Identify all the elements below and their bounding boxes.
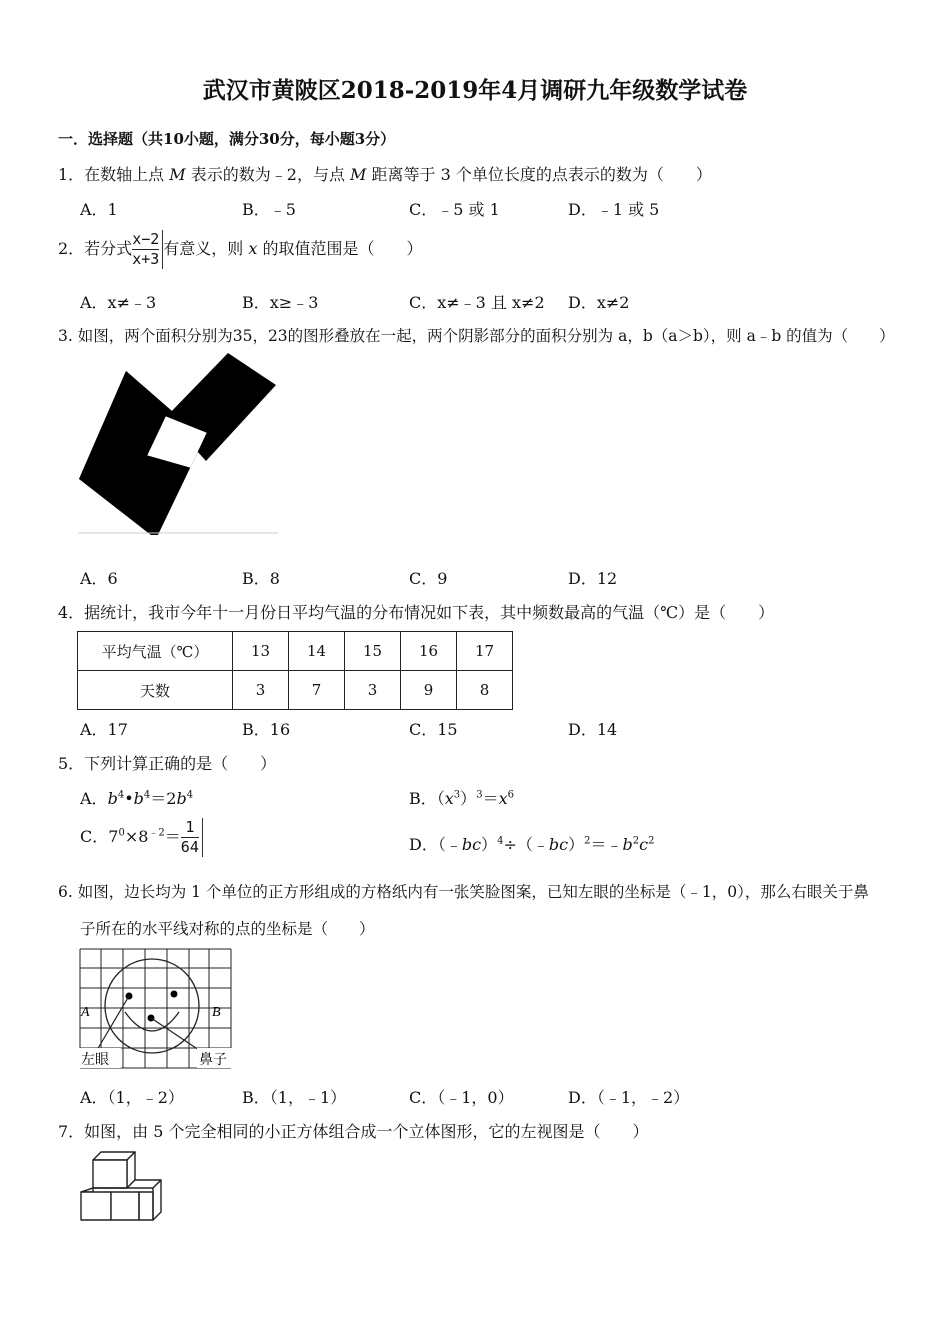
q5-c-frac-num: 1 xyxy=(181,818,199,838)
table-cell: 3 xyxy=(345,671,401,710)
bottom-middle-cube-front xyxy=(111,1192,139,1220)
q2-var-x: x xyxy=(248,239,258,258)
q5-b-exp-outer: 3 xyxy=(476,789,483,801)
q5-c-mul: ×8 xyxy=(124,827,149,846)
q5-d-exp2-c: 2 xyxy=(648,835,655,847)
q5-a-exp-3: 4 xyxy=(186,789,194,801)
question-2-text xyxy=(58,230,423,269)
q3-option-c[interactable]: C．9 xyxy=(409,569,448,588)
page-title: 武汉市黄陂区2018-2019年4月调研九年级数学试卷 xyxy=(202,77,748,104)
q5-b-exp-6: 6 xyxy=(507,789,514,801)
section-heading: 一．选择题（共10小题，满分30分，每小题3分） xyxy=(58,130,396,148)
q5-d-eq: ＝﹣ xyxy=(590,835,623,854)
table-row-label: 平均气温（℃） xyxy=(78,632,233,671)
q5-d-close-2: ） xyxy=(568,835,585,854)
question-5-text: 5．下列计算正确的是（ ） xyxy=(58,754,277,773)
q5-d-close: ） xyxy=(481,835,498,854)
q5-a-var-3: b xyxy=(176,789,187,808)
q2-option-a[interactable]: A．x≠﹣3 xyxy=(80,293,157,312)
q1-text-b: 表示的数为﹣2，与点 xyxy=(185,165,351,184)
table-cell: 15 xyxy=(345,632,401,671)
q3-option-a[interactable]: A．6 xyxy=(80,569,118,588)
label-b: B xyxy=(212,1005,221,1020)
q5-a-label: A． xyxy=(80,789,108,808)
q5-b-var-2: x xyxy=(498,789,508,808)
q3-option-d[interactable]: D．12 xyxy=(568,569,618,588)
table-cell: 13 xyxy=(233,632,289,671)
q2-frac-num: x−2 xyxy=(132,230,160,248)
table-cell: 7 xyxy=(289,671,345,710)
q1-option-d[interactable]: D．﹣1 或 5 xyxy=(568,200,660,219)
q3-option-b[interactable]: B．8 xyxy=(242,569,280,588)
q5-d-bc-2: bc xyxy=(548,835,569,854)
question-6-line-1: 6. 如图，边长均为 1 个单位的正方形组成的方格纸内有一张笑脸图案，已知左眼的坐标是（﹣1，0），那么右眼关于鼻 xyxy=(58,883,869,901)
table-row xyxy=(78,632,513,671)
q1-text-c: 距离等于 3 个单位长度的点表示的数为（ ） xyxy=(366,165,712,184)
q2-fraction xyxy=(132,230,163,269)
q5-option-a[interactable] xyxy=(80,786,193,809)
bottom-left-cube-front xyxy=(81,1192,111,1220)
q5-d-b: b xyxy=(622,835,633,854)
q5-b-close: ） xyxy=(460,789,477,808)
table-cell: 8 xyxy=(457,671,513,710)
q1-text-a: 1．在数轴上点 xyxy=(58,165,170,184)
q2-option-c[interactable]: C．x≠﹣3 且 x≠2 xyxy=(409,293,545,312)
table-cell: 3 xyxy=(233,671,289,710)
q1-var-m-2: M xyxy=(350,165,367,184)
q4-option-c[interactable]: C．15 xyxy=(409,720,458,739)
q1-option-a[interactable]: A．1 xyxy=(80,200,118,219)
q5-a-dot: • xyxy=(124,789,134,808)
question-1-text xyxy=(58,162,712,185)
q2-option-d[interactable]: D．x≠2 xyxy=(568,293,630,312)
q2-text-c: 的取值范围是（ ） xyxy=(257,239,423,258)
q4-option-a[interactable]: A．17 xyxy=(80,720,128,739)
q5-b-var: x xyxy=(444,789,454,808)
q5-option-d[interactable] xyxy=(409,832,654,855)
q5-a-exp-2: 4 xyxy=(143,789,151,801)
q2-frac-den: x+3 xyxy=(132,250,160,268)
q5-a-var-2: b xyxy=(133,789,144,808)
q5-b-exp: 3 xyxy=(453,789,461,801)
q5-d-label: D．（﹣ xyxy=(409,835,462,854)
q6-option-a[interactable]: A．（1，﹣2） xyxy=(80,1088,184,1107)
bottom-right-cube-front xyxy=(139,1192,153,1220)
q5-d-c: c xyxy=(639,835,649,854)
q1-option-b[interactable]: B．﹣5 xyxy=(242,200,296,219)
smiley-grid-figure xyxy=(79,948,234,1070)
q6-option-c[interactable]: C．（﹣1，0） xyxy=(409,1088,514,1107)
table-cell: 17 xyxy=(457,632,513,671)
q5-d-div: ÷（﹣ xyxy=(503,835,549,854)
label-left-eye: 左眼 xyxy=(81,1052,109,1068)
q2-text-a: 2．若分式 xyxy=(58,239,133,258)
table-cell: 16 xyxy=(401,632,457,671)
q3-overlap-figure xyxy=(78,353,280,535)
q6-option-d[interactable]: D．（﹣1，﹣2） xyxy=(568,1088,690,1107)
q5-c-exp0: 0 xyxy=(118,827,125,839)
question-6-line-2: 子所在的水平线对称的点的坐标是（ ） xyxy=(80,920,375,938)
q6-option-b[interactable]: B．（1，﹣1） xyxy=(242,1088,347,1107)
question-3-text: 3. 如图，两个面积分别为35，23的图形叠放在一起，两个阴影部分的面积分别为 a，b（a＞b），则 a﹣b 的值为（ ） xyxy=(58,327,895,345)
q5-option-c[interactable] xyxy=(80,818,203,857)
left-eye-pointer xyxy=(97,996,129,1050)
nose-pointer xyxy=(151,1018,199,1050)
q5-c-fraction xyxy=(181,818,203,857)
q5-d-exp2: 2 xyxy=(584,835,591,847)
q4-option-d[interactable]: D．14 xyxy=(568,720,618,739)
q5-a-eq: ＝2 xyxy=(150,789,177,808)
q1-var-m: M xyxy=(169,165,186,184)
q5-d-exp2-b: 2 xyxy=(632,835,640,847)
table-cell: 14 xyxy=(289,632,345,671)
table-row xyxy=(78,671,513,710)
question-7-text: 7．如图，由 5 个完全相同的小正方体组合成一个立体图形，它的左视图是（ ） xyxy=(58,1122,649,1141)
temperature-table xyxy=(77,631,513,710)
label-a: A xyxy=(81,1005,90,1020)
q5-b-eq: ＝ xyxy=(482,789,499,808)
right-eye-dot xyxy=(171,991,178,998)
q5-d-bc: bc xyxy=(461,835,482,854)
q5-option-b[interactable] xyxy=(409,786,514,809)
top-cube-front-face xyxy=(93,1160,127,1188)
q5-c-label: C．7 xyxy=(80,827,119,846)
q1-option-c[interactable]: C．﹣5 或 1 xyxy=(409,200,500,219)
q5-c-eq: ＝ xyxy=(164,827,181,846)
q4-option-b[interactable]: B．16 xyxy=(242,720,291,739)
q2-text-b: 有意义，则 xyxy=(163,239,249,258)
q5-b-label: B．（ xyxy=(409,789,445,808)
table-row-label: 天数 xyxy=(78,671,233,710)
right-cube-side-face xyxy=(153,1180,161,1220)
question-4-text: 4．据统计，我市今年十一月份日平均气温的分布情况如下表，其中频数最高的气温（℃）是（ ） xyxy=(58,603,775,622)
q5-a-exp: 4 xyxy=(117,789,125,801)
q5-d-exp4: 4 xyxy=(497,835,504,847)
table-cell: 9 xyxy=(401,671,457,710)
q2-option-b[interactable]: B．x≥﹣3 xyxy=(242,293,319,312)
q5-c-exp-neg2: ﹣2 xyxy=(148,827,165,839)
face-circle xyxy=(105,959,199,1053)
label-nose: 鼻子 xyxy=(199,1052,227,1068)
q5-a-var: b xyxy=(107,789,118,808)
q5-c-frac-den: 64 xyxy=(180,838,199,856)
cube-stack-figure xyxy=(79,1150,164,1224)
